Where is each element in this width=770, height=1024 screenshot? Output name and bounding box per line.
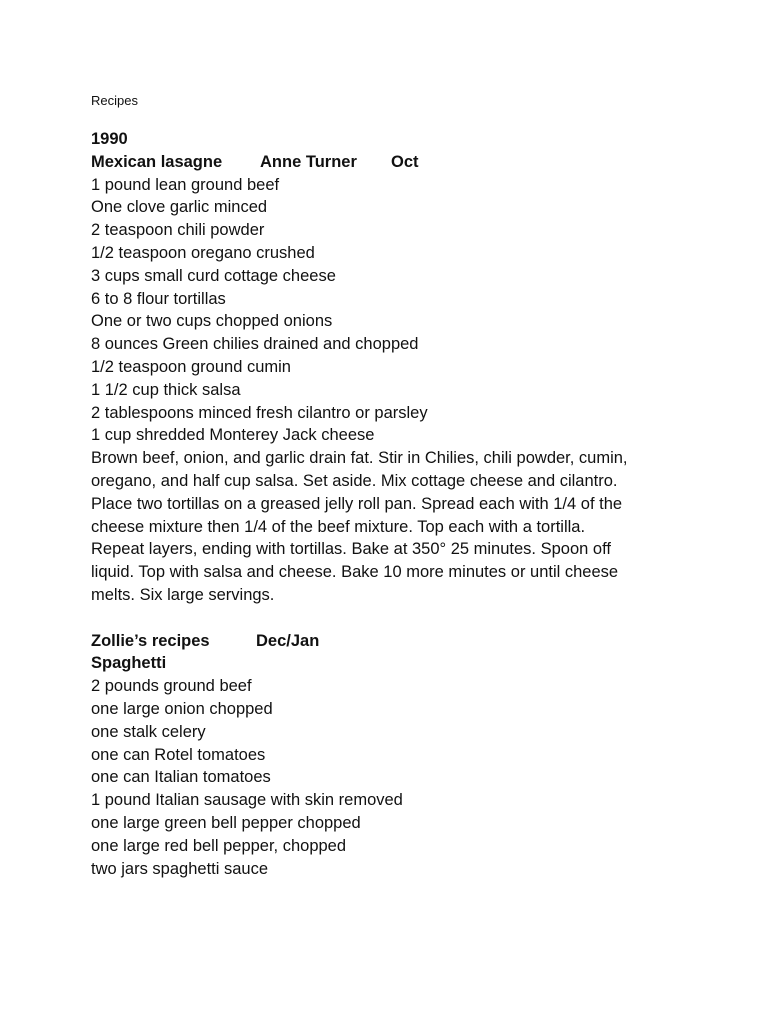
recipe2-title: Spaghetti	[91, 654, 167, 673]
ingredient-line: 1/2 teaspoon ground cumin	[91, 357, 291, 376]
recipe1-directions	[91, 447, 691, 607]
direction-line: liquid. Top with salsa and cheese. Bake 10 more minutes or until cheese	[91, 563, 619, 582]
direction-line: Place two tortillas on a greased jelly roll pan. Spread each with 1/4 of the	[91, 494, 623, 513]
recipe2-source: Zollie’s recipes	[91, 631, 210, 650]
ingredient-line: one can Italian tomatoes	[91, 768, 271, 787]
ingredient-line: 1 pound Italian sausage with skin removed	[91, 791, 403, 810]
ingredient-line: 1 pound lean ground beef	[91, 175, 280, 194]
direction-line: Repeat layers, ending with tortillas. Bake at 350° 25 minutes. Spoon off	[91, 540, 611, 559]
ingredient-line: One clove garlic minced	[91, 198, 268, 217]
section-spacer	[91, 607, 691, 630]
recipe-content	[91, 128, 691, 880]
ingredient-line: One or two cups chopped onions	[91, 312, 333, 331]
recipe1-ingredients	[91, 174, 691, 448]
direction-line: cheese mixture then 1/4 of the beef mixture. Top each with a tortilla.	[91, 517, 586, 536]
direction-line: oregano, and half cup salsa. Set aside. Mix cottage cheese and cilantro.	[91, 471, 618, 490]
ingredient-line: 1/2 teaspoon oregano crushed	[91, 243, 315, 262]
recipe1-header	[91, 151, 691, 174]
recipe1-author: Anne Turner	[260, 152, 357, 171]
direction-line: Brown beef, onion, and garlic drain fat. Stir in Chilies, chili powder, cumin,	[91, 449, 628, 468]
ingredient-line: 3 cups small curd cottage cheese	[91, 266, 336, 285]
ingredient-line: 6 to 8 flour tortillas	[91, 289, 226, 308]
recipe2-header	[91, 630, 691, 653]
recipe1-month: Oct	[391, 152, 419, 171]
ingredient-line: one large onion chopped	[91, 699, 273, 718]
recipe1-title: Mexican lasagne	[91, 152, 223, 171]
ingredient-line: 2 teaspoon chili powder	[91, 221, 265, 240]
year-heading: 1990	[91, 130, 128, 148]
direction-line: melts. Six large servings.	[91, 585, 275, 604]
recipe2-ingredients	[91, 675, 691, 880]
ingredient-line: one large red bell pepper, chopped	[91, 836, 347, 855]
ingredient-line: 1 1/2 cup thick salsa	[91, 380, 241, 399]
ingredient-line: 2 pounds ground beef	[91, 677, 252, 696]
recipe2-month: Dec/Jan	[256, 631, 320, 650]
ingredient-line: two jars spaghetti sauce	[91, 859, 269, 878]
page-header-label: Recipes	[91, 93, 138, 108]
ingredient-line: one can Rotel tomatoes	[91, 745, 266, 764]
ingredient-line: one stalk celery	[91, 722, 206, 741]
ingredient-line: 1 cup shredded Monterey Jack cheese	[91, 426, 375, 445]
ingredient-line: one large green bell pepper chopped	[91, 813, 361, 832]
ingredient-line: 2 tablespoons minced fresh cilantro or parsley	[91, 403, 428, 422]
ingredient-line: 8 ounces Green chilies drained and chopped	[91, 335, 419, 354]
